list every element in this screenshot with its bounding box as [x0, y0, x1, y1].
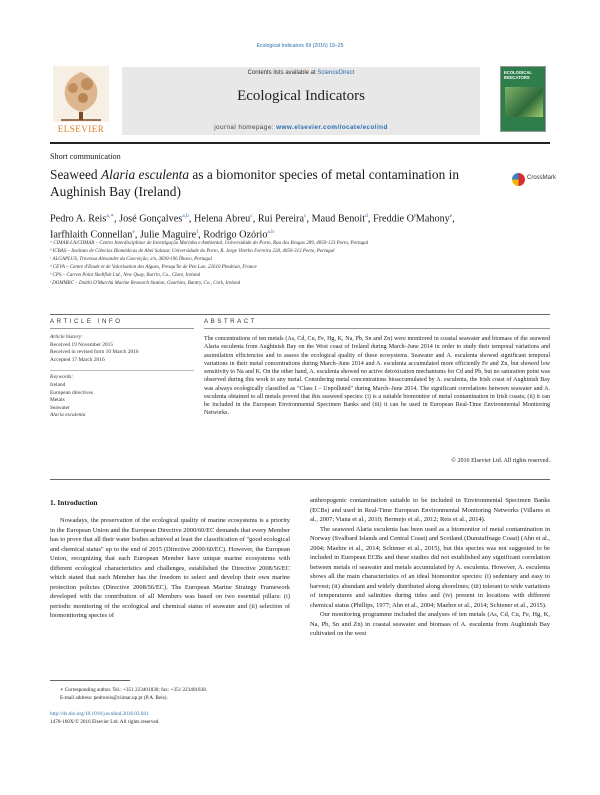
- author-name: Helena Abreu: [193, 213, 251, 225]
- title-part-2: as a biomonitor species of metal contamination in Aughinish Bay (Ireland): [50, 167, 460, 199]
- header-rule: [50, 142, 550, 144]
- crossmark-badge[interactable]: [512, 172, 557, 188]
- affiliation-line: ᶠ DOMMRC – Daithí O'Murchú Marine Research Station, Gearhies, Bantry, Co., Cork, Ireland: [50, 281, 241, 286]
- author-affiliation-marker[interactable]: a,∗: [106, 213, 115, 219]
- homepage-prefix: journal homepage:: [214, 124, 277, 131]
- abstract-bottom-rule: [50, 479, 550, 480]
- body-column-right: [310, 496, 550, 639]
- abstract-copyright: © 2016 Elsevier Ltd. All rights reserved.: [451, 458, 550, 464]
- author-affiliation-marker[interactable]: e: [449, 213, 453, 219]
- article-type: Short communication: [50, 152, 121, 161]
- author-affiliation-marker[interactable]: f: [196, 228, 199, 235]
- sciencedirect-link[interactable]: ScienceDirect: [317, 70, 355, 76]
- homepage-link[interactable]: www.elsevier.com/locate/ecolind: [276, 124, 388, 131]
- keyword: Alaria esculenta: [50, 412, 86, 419]
- footnotes: [50, 686, 290, 702]
- cover-image: [505, 87, 543, 117]
- crossmark-icon: [512, 173, 525, 186]
- email-note[interactable]: E-mail address: pedroreis@ciimar.up.pt (P.A. Reis).: [60, 695, 168, 701]
- author-name: Maud Benoit: [311, 213, 366, 225]
- intro-paragraph-1: Nowadays, the preservation of the ecological quality of marine ecosystems is a priority in the European Union and the European Directive 2000/60/EC demands that every Member has to prove that all their water bodies achieved at least the classification of "good ecological and chemical status" up to the end of 2015 (Directive 2000/60/EC). However, the European Union, recognizing that each European Member have unique marine ecosystems with different ecological characteristics and challenges, established the Directive 2008/56/EC which stated that each Member has the freedom to select and develop their own marine protection policies (Directive 2008/56/EC). The European Marine Strategy Framework developed with the contribution of all Members was based on two essential pillars: (i) periodic monitoring of the ecological and chemical status of seawater and (ii) selection of biomonitoring species of: [50, 517, 290, 619]
- affiliation-line: ᶜ ALGAPLUS, Travessa Alexandre da Conceição, s/n, 3830-196 Ílhavo, Portugal: [50, 257, 212, 262]
- author-affiliation-marker[interactable]: a,b: [182, 213, 189, 219]
- author-affiliation-marker[interactable]: e: [132, 228, 135, 235]
- affiliations: [50, 240, 530, 288]
- publication-info: [50, 710, 290, 726]
- journal-homepage: [122, 124, 480, 131]
- intro-paragraph-3: Our monitoring programme included the analyses of ten metals (As, Cd, Cu, Fe, Hg, K, Na, Pb, Sn and Zn) in coastal seawater and biomass of A. esculenta from Aughinish Bay cultivated on the west: [310, 611, 550, 637]
- history-revised: Received in revised form 10 March 2016: [50, 349, 139, 356]
- footnote-rule: [50, 680, 130, 681]
- affiliation-line: ᵃ CIMAR-LA/CIIMAR – Centro Interdisciplinar de Investigação Marinha e Ambiental, Universidade do Porto, Rua dos Bragas 289, 4050-123 Porto, Portugal: [50, 241, 369, 246]
- history-accepted: Accepted 17 March 2016: [50, 356, 105, 363]
- crossmark-label: CrossMark: [527, 175, 557, 181]
- running-head[interactable]: Ecological Indicators 69 (2016) 19–25: [256, 43, 344, 49]
- affiliation-line: ᵇ ICBAS – Instituto de Ciências Biomédicas de Abel Salazar, Universidade do Porto, R. Jorge Viterbo Ferreira 228, 4050-313 Porto, Portugal: [50, 249, 335, 254]
- abstract-rule: [204, 328, 550, 329]
- intro-paragraph-2: The seaweed Alaria esculenta has been used as a biomonitor of metal contamination in Norway (Svalbard Islands and Central Coast) and Scotland (Dunstaffnage Coast) (Ahn et al., 2004; Maehre et al., 2014; Schiener et al., 2015), but this species was not suggested to be included in European ECBs and these studies did not established any significant correlation between metals of seawater and metals accumulated by A. esculenta. However, A. esculenta shows all the main characteristics of an ideal biomonitor species: (i) sedentary and easy to harvest; (ii) abundant and widely distributed along shorelines; (iii) tolerant to wide variations of temperatures and salinities during tides and (iv) present in locations with different chemical status (Phillips, 1977; Ahn et al., 2004; Maehre et al., 2014; Schiener et al., 2015).: [310, 525, 550, 609]
- body-column-left: [50, 516, 290, 621]
- abstract-heading: ABSTRACT: [204, 318, 258, 325]
- issn-line: 1470-160X/© 2016 Elsevier Ltd. All rights reserved.: [50, 719, 160, 725]
- doi-link[interactable]: http://dx.doi.org/10.1016/j.ecolind.2016.03.041: [50, 711, 149, 717]
- author-affiliation-marker[interactable]: d: [365, 213, 368, 219]
- history-received: Received 19 November 2015: [50, 341, 114, 348]
- info-rule: [50, 314, 550, 315]
- section-heading-introduction: 1. Introduction: [50, 498, 98, 507]
- affiliation-line: ᵉ CPS – Carron Point Shellfish Ltd., New Quay, Burrin, Co., Clare, Ireland: [50, 273, 201, 278]
- title-part-1: Seaweed: [50, 167, 101, 182]
- affiliation-line: ᵈ CEVA – Centre d'Etude et de Valorisation des Algues, Presqu'île de Pen Lan, 22610 Pleubian, France: [50, 265, 257, 270]
- author-name: Rui Pereira: [257, 213, 304, 225]
- article-info-heading: ARTICLE INFO: [50, 318, 123, 325]
- keyword: Ireland: [50, 381, 66, 388]
- contents-prefix: Contents lists available at: [247, 70, 318, 76]
- author-name: Freddie O'Mahony: [372, 213, 450, 225]
- author-list: Pedro A. Reis$^{a,∗}$, José Gonçalves$^{a,b}$, Helena Abreu$^c$, Rui Pereira$^c$, Maud Benoit$^d$, Freddie O'Mahony$^e$, Iarfhlaith Connellan$^e$, Julie Maguire$^f$, Rodrigo Ozório$^{a,b}$: [50, 213, 455, 241]
- author-name: José Gonçalves: [119, 213, 183, 225]
- article-info-rule: [50, 328, 194, 329]
- title-species: Alaria esculenta: [100, 167, 190, 182]
- author-name: Julie Maguire: [139, 229, 197, 241]
- author-affiliation-marker[interactable]: a,b: [267, 228, 275, 235]
- author-name: Rodrigo Ozório: [203, 229, 268, 241]
- journal-title: Ecological Indicators: [237, 88, 365, 104]
- contents-line: [122, 70, 480, 76]
- keyword: Metals: [50, 397, 65, 404]
- author-affiliation-marker[interactable]: c: [303, 213, 307, 219]
- author-affiliation-marker[interactable]: c: [250, 213, 253, 219]
- keyword: Seawater: [50, 404, 70, 411]
- keyword: European directives: [50, 389, 93, 396]
- keywords-rule: [50, 370, 194, 371]
- abstract-text: The concentrations of ten metals (As, Cd, Cu, Fe, Hg, K, Na, Pb, Sn and Zn) were monitored in coastal seawater and biomass of the seaweed Alaria esculenta from Aughinish Bay on the West coast of Ireland during March–June 2014 in order to study their temporal variations and assimilation efficiencies and to assess the ecological quality of these ecosystems. Seawater and A. esculenta showed significant temporal variations in their metal concentrations during March–June 2014 and A. esculenta accumulated more efficiently Fe and Zn, but showed low sensitivity to Na and K. On the other hand, A. esculenta showed no active detoxication mechanisms for Cd and Pb, but no saturation point was observed during this work to any metal. Considering metal concentrations bioaccumulated by A. esculenta, the Irish coast of Aughinish Bay was always ecologically classified as "Class I – Unpolluted" during March–June 2014. The significant correlations between seawater and A. esculenta obtained to all metals proved that this seaweed species: (i) is a suitable biomonitor of metal contamination in Irish coasts; (ii) it can be included in the European Environmental Specimen Banks and (iii) it can be used in European Real-Time Environmental Monitoring Networks.: [204, 336, 550, 417]
- journal-cover-thumbnail[interactable]: [500, 66, 546, 132]
- intro-paragraph-continued: anthropogenic contamination suitable to be included in Environmental Specimen Banks (ECBs) and used in Real-Time European Environmental Monitoring Networks (Villares et al., 2007; Viana et al., 2010; Bermejo et al., 2012; Reis et al., 2014).: [310, 497, 550, 523]
- author-name: Iarfhlaith Connellan: [50, 229, 133, 241]
- keywords-label: Keywords:: [50, 374, 74, 381]
- article-title: [50, 166, 470, 200]
- author-name: Pedro A. Reis: [50, 213, 107, 225]
- history-label: Article history:: [50, 334, 83, 340]
- publisher-name: ELSEVIER: [57, 124, 105, 134]
- article-info: [50, 334, 194, 420]
- corresponding-author-note: ∗ Corresponding author. Tel.: +351 223401830; fax: +351 223401838.: [60, 687, 208, 693]
- cover-title: ECOLOGICAL INDICATORS: [504, 70, 532, 80]
